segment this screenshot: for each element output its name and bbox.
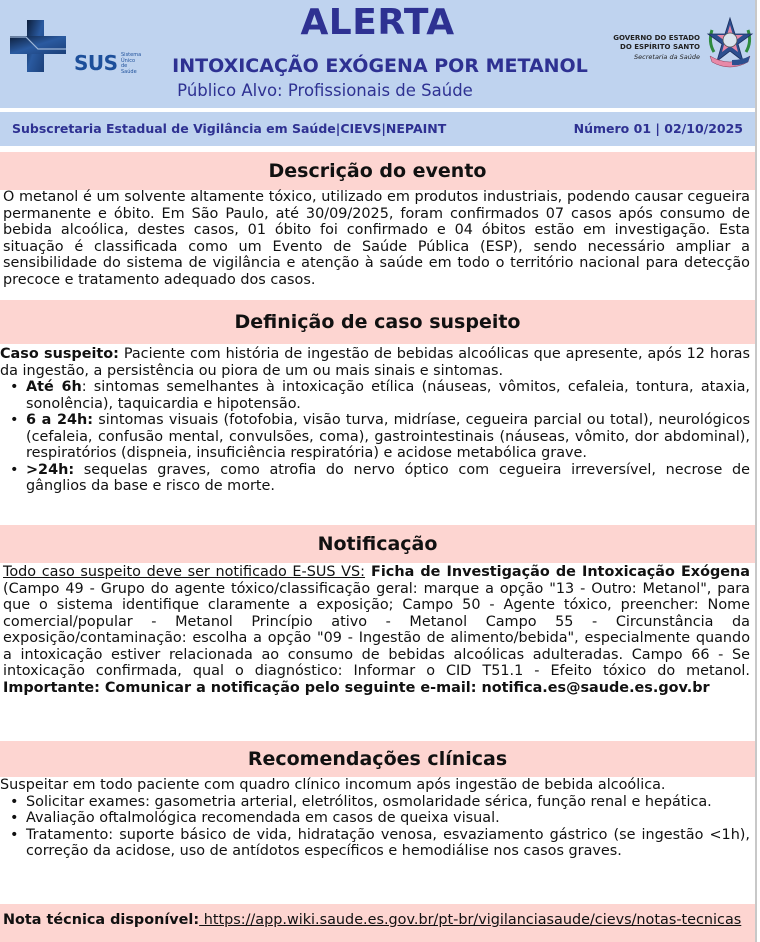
technical-note-line <box>3 912 741 928</box>
technical-note-footer <box>0 904 755 942</box>
list-item: • Avaliação oftalmológica recomendada em casos de queixa visual. <box>26 810 750 827</box>
technical-note-link[interactable]: https://app.wiki.saude.es.gov.br/pt-br/vigilanciasaude/cievs/notas-tecnicas <box>199 912 742 928</box>
recommendations-list <box>0 794 750 860</box>
header-banner <box>0 0 755 108</box>
clinical-recommendations <box>0 777 750 860</box>
gov-line: GOVERNO DO ESTADO <box>613 34 700 42</box>
section-heading-descricao: Descrição do evento <box>0 152 755 190</box>
suspect-case-definition <box>0 346 750 495</box>
list-item-text: : sintomas semelhantes à intoxicação etílica (náuseas, vômitos, cefaleia, tontura, ataxia, sonolência), taquicardia e hipotensão. <box>26 379 751 412</box>
list-item <box>26 379 750 412</box>
sus-sub-line: Único <box>121 57 136 64</box>
suspect-case-intro <box>0 346 750 379</box>
list-item-text: sintomas visuais (fotofobia, visão turva, midríase, cegueira parcial ou total), neurológicos (cefaleia, confusão mental, convulsões, coma), gastrointestinais (náuseas, vômito, dor abdominal), respiratórios (dispneia, insuficiência respiratória) e acidose metabólica grave. <box>26 412 750 461</box>
suspect-case-label: Caso suspeito: <box>0 346 119 362</box>
list-item: • Tratamento: suporte básico de vida, hidratação venosa, esvaziamento gástrico (se ingestão <1h), correção da acidose, uso de antídotos específicos e hemodiálise nos casos graves. <box>26 827 750 860</box>
government-logo <box>600 12 750 72</box>
sus-logo-text: SUS <box>74 51 118 75</box>
investigation-form-name: Ficha de Investigação de Intoxicação Exógena <box>364 564 750 580</box>
list-item-label: >24h: <box>26 461 75 478</box>
notification-instructions <box>3 564 750 696</box>
notification-email-note: Importante: Comunicar a notificação pelo seguinte e-mail: notifica.es@saude.es.gov.br <box>3 679 710 696</box>
alert-title: ALERTA <box>300 2 455 43</box>
list-item-text: sequelas graves, como atrofia do nervo óptico com cegueira irreversível, necrose de gânglios da base e risco de morte. <box>26 461 750 494</box>
recommendations-intro: Suspeitar em todo paciente com quadro clínico incomum após ingestão de bebida alcoólica. <box>0 777 666 793</box>
government-name <box>600 34 700 51</box>
suspect-case-text: Paciente com história de ingestão de bebidas alcoólicas que apresente, após 12 horas da ingestão, a persistência ou piora de um ou mais sinais e sintomas. <box>0 346 750 379</box>
list-item-label: Até 6h <box>26 379 82 395</box>
event-description: O metanol é um solvente altamente tóxico, utilizado em produtos industriais, podendo causar cegueira permanente e óbito. Em São Paulo, até 30/09/2025, foram confirmados 07 casos após consumo de bebida alcoólica, destes casos, 01 óbito foi confirmado e 04 óbitos estão em investigação. Esta situação é classificada como um Evento de Saúde Pública (ESP), sendo necessário ampliar a sensibilidade do sistema de vigilância e atenção à saúde em todo o território nacional para detecção precoce e tratamento adequado dos casos. <box>3 189 750 288</box>
alert-subtitle: INTOXICAÇÃO EXÓGENA POR METANOL <box>172 55 588 77</box>
list-item-label: 6 a 24h: <box>26 412 94 428</box>
bulletin-number-date: Número 01 | 02/10/2025 <box>573 121 743 136</box>
secretariat-name: Secretaria da Saúde <box>634 53 700 61</box>
section-heading-definicao: Definição de caso suspeito <box>0 300 755 344</box>
issuer-name: Subscretaria Estadual de Vigilância em Saúde|CIEVS|NEPAINT <box>12 121 447 136</box>
sus-sub-line: Sistema <box>121 52 142 58</box>
target-audience: Público Alvo: Profissionais de Saúde <box>177 81 473 100</box>
section-heading-recomendacoes: Recomendações clínicas <box>0 741 755 777</box>
state-coat-of-arms-icon <box>706 16 754 68</box>
list-item <box>26 462 750 495</box>
form-fields-instructions: (Campo 49 - Grupo do agente tóxico/classificação geral: marque a opção "13 - Outro: Metanol", para que o sistema identifique claramente a exposição; Campo 50 - Agente tóxico, preencher: Nome comercial/popular - Metanol Princípio ativo - Metanol Campo 55 - Circunstância da exposição/contaminação: escolha a opção "09 - Ingestão de alimento/bebida", especialmente quando a intoxicação estiver relacionada ao consumo de bebidas alcoólicas adulteradas. Campo 66 - Se intoxicação confirmada, qual o diagnóstico: Informar o CID T51.1 - Efeito tóxico do metanol. <box>3 580 750 679</box>
sus-sub-line: de Saúde <box>121 63 137 75</box>
section-heading-notificacao: Notificação <box>0 525 755 563</box>
list-item <box>26 412 750 462</box>
gov-line: DO ESPÍRITO SANTO <box>620 42 700 51</box>
notification-requirement: Todo caso suspeito deve ser notificado E-SUS VS: <box>3 564 365 580</box>
symptom-timeline-list <box>0 379 750 495</box>
technical-note-label: Nota técnica disponível: <box>3 912 200 928</box>
list-item: • Solicitar exames: gasometria arterial, eletrólitos, osmolaridade sérica, função renal e hepática. <box>26 794 750 811</box>
issuer-bar <box>0 112 755 146</box>
